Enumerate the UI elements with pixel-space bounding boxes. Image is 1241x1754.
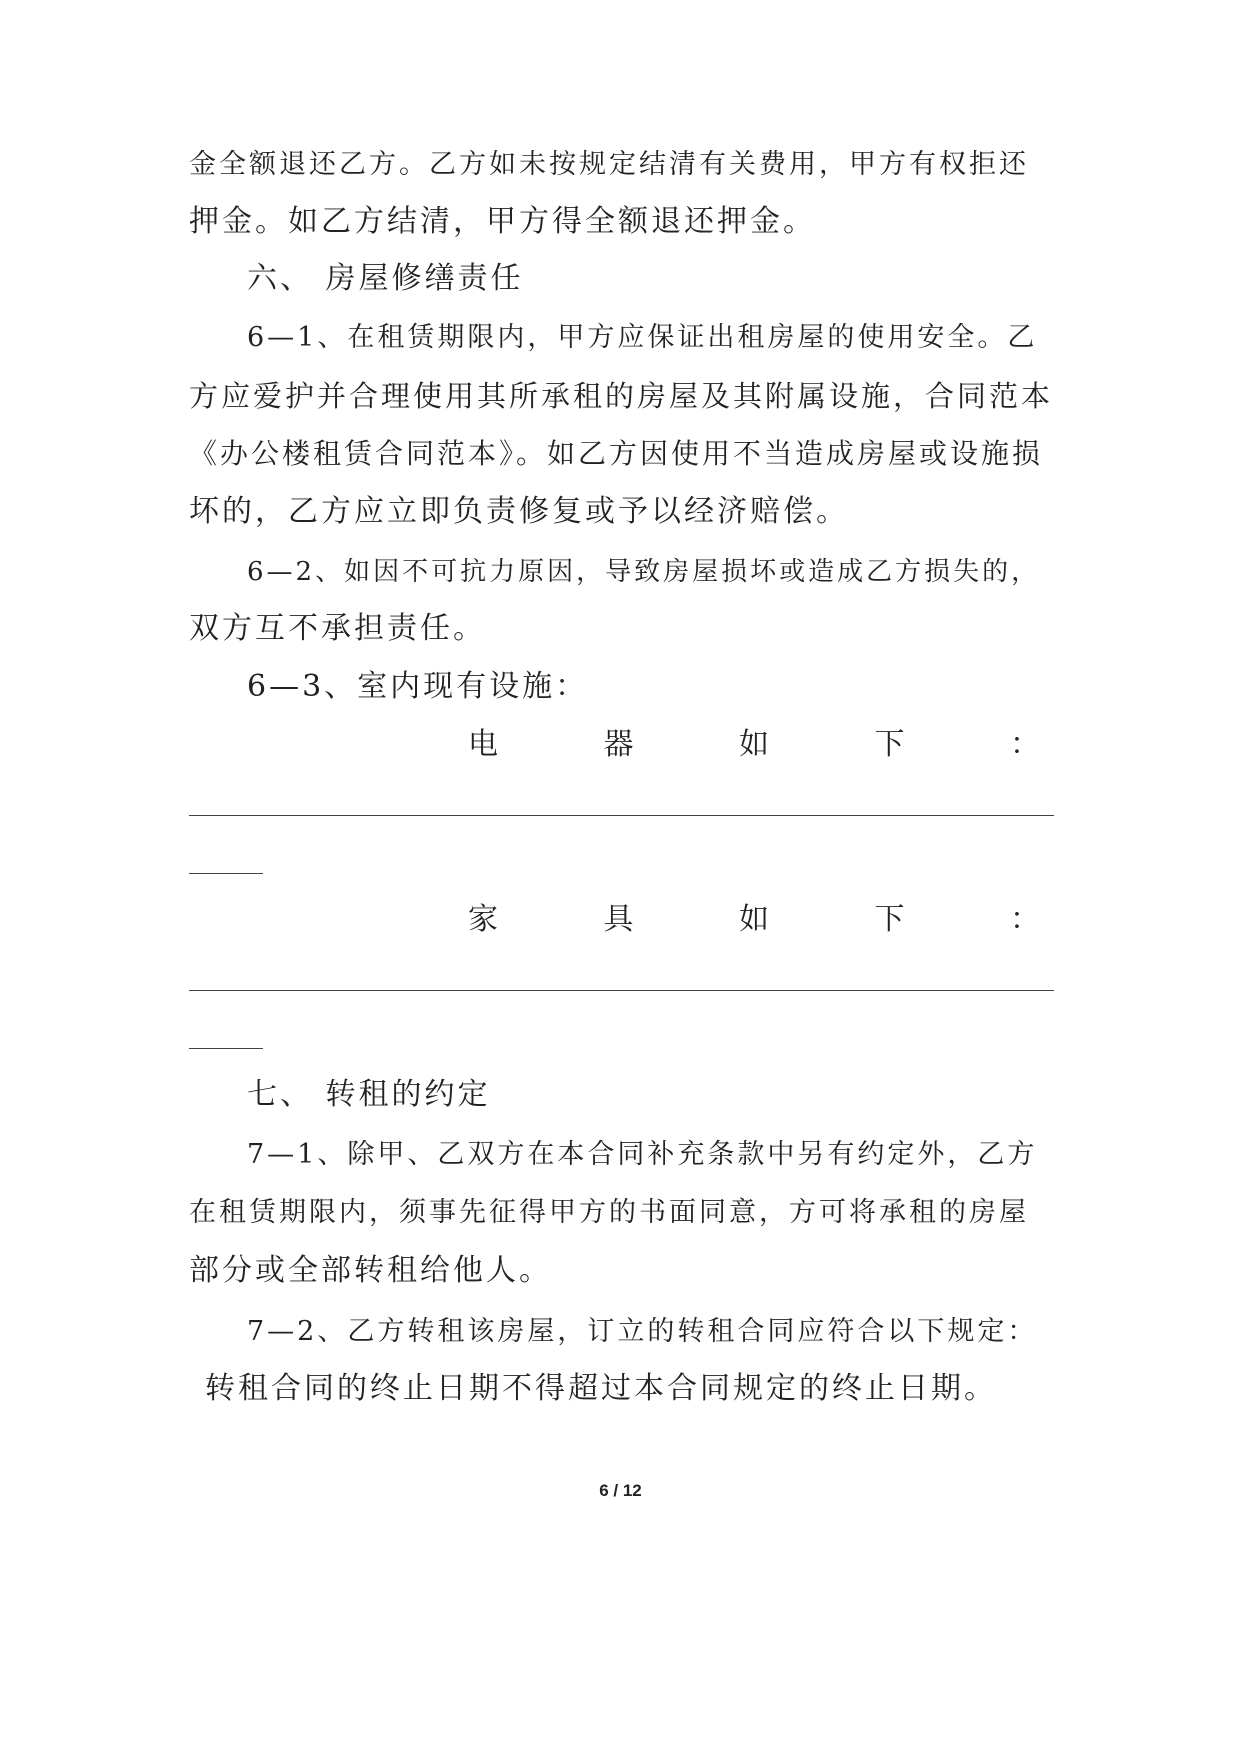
paragraph-line: 在租赁期限内，须事先征得甲方的书面同意，方可将承租的房屋 [189,1197,1029,1228]
paragraph-line: 双方互不承担责任。 [189,611,486,646]
furniture-char: 具 [603,902,634,937]
paragraph-line: 6—2、如因不可抗力原因，导致房屋损坏或造成乙方损失的， [247,557,1041,587]
furniture-char: ： [1010,902,1040,937]
fill-in-line [189,990,1054,991]
paragraph-line: 金全额退还乙方。乙方如未按规定结清有关费用，甲方有权拒还 [189,149,1029,180]
appliances-char: 电 [468,727,498,762]
appliances-char: 器 [603,727,634,762]
appliances-char: ： [1010,727,1040,762]
paragraph-line: 部分或全部转租给他人。 [189,1253,552,1288]
paragraph-line: 方应爱护并合理使用其所承租的房屋及其附属设施，合同范本 [189,379,1054,413]
page-number: 6 / 12 [599,1481,642,1500]
furniture-char: 下 [874,902,905,937]
paragraph-line: 《办公楼租赁合同范本》。如乙方因使用不当造成房屋或设施损 [189,437,1044,470]
furniture-char: 如 [739,902,769,937]
paragraph-line: 7—1、除甲、乙双方在本合同补充条款中另有约定外，乙方 [247,1139,1038,1170]
furniture-label [468,898,1040,942]
section-heading-seven: 七、 转租的约定 [247,1077,491,1112]
appliances-char: 如 [739,727,769,762]
paragraph-line: 6—3、室内现有设施： [247,669,589,704]
appliances-label [468,723,1040,767]
appliances-char: 下 [874,727,905,762]
furniture-char: 家 [468,902,498,937]
paragraph-line: 坏的，乙方应立即负责修复或予以经济赔偿。 [189,494,849,529]
paragraph-line: 转租合同的终止日期不得超过本合同规定的终止日期。 [205,1371,997,1406]
section-heading-six: 六、 房屋修缮责任 [247,261,524,296]
paragraph-line: 6—1、在租赁期限内，甲方应保证出租房屋的使用安全。乙 [247,322,1038,353]
fill-in-line [189,873,263,874]
paragraph-line: 7—2、乙方转租该房屋，订立的转租合同应符合以下规定： [247,1316,1038,1347]
fill-in-line [189,1048,263,1049]
fill-in-line [189,815,1054,816]
paragraph-line: 押金。如乙方结清，甲方得全额退还押金。 [189,204,816,239]
